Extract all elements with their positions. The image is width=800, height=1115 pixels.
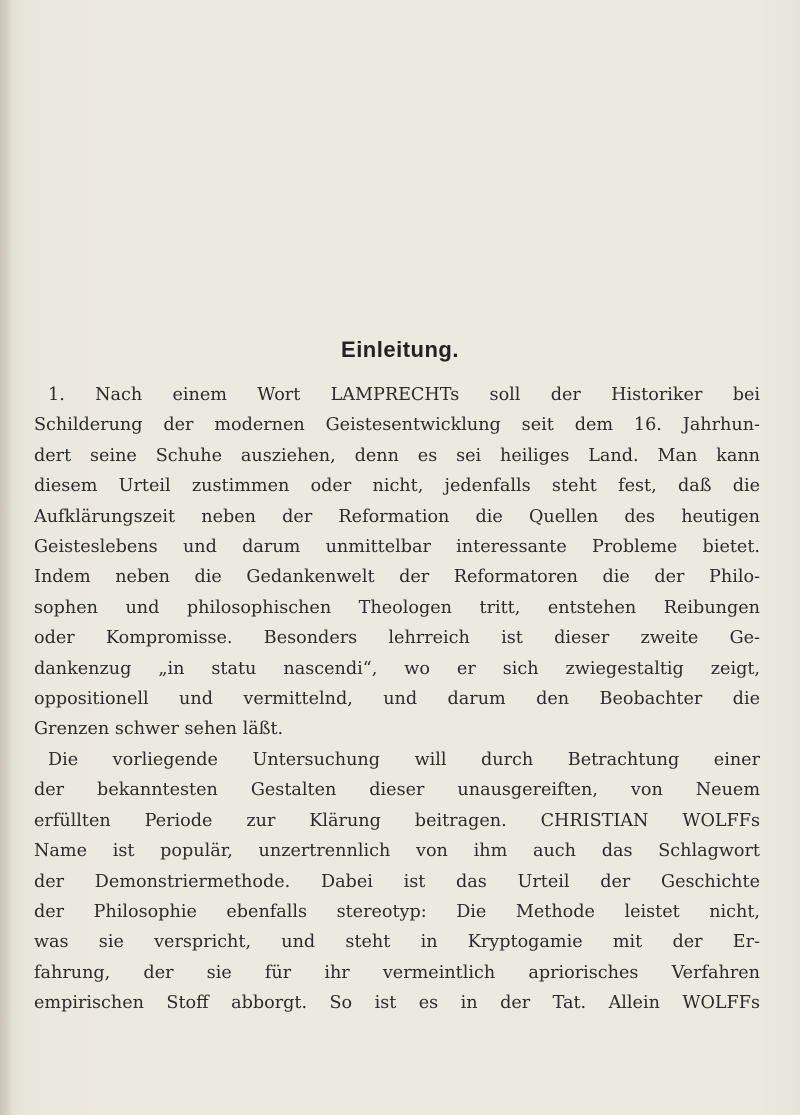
text-line: Indem neben die Gedankenwelt der Reformatoren die der Philo- (34, 567, 760, 588)
text-line: 1. Nach einem Wort LAMPRECHTs soll der Historiker bei (48, 385, 760, 405)
text-line: Schilderung der modernen Geistesentwicklung seit dem 16. Jahrhun- (34, 415, 760, 436)
text-line: diesem Urteil zustimmen oder nicht, jedenfalls steht fest, daß die (34, 476, 760, 497)
text-line: was sie verspricht, und steht in Kryptogamie mit der Er- (34, 932, 760, 953)
text-line: fahrung, der sie für ihr vermeintlich apriorisches Verfahren (34, 962, 760, 983)
text-line: Geisteslebens und darum unmittelbar interessante Probleme bietet. (34, 537, 760, 558)
body-text (34, 380, 760, 1019)
text-line: empirischen Stoff abborgt. So ist es in der Tat. Allein WOLFFs (34, 993, 760, 1014)
text-line: der Philosophie ebenfalls stereotyp: Die Methode leistet nicht, (34, 901, 760, 922)
text-line: Grenzen schwer sehen läßt. (34, 719, 284, 740)
text-line: der bekanntesten Gestalten dieser unausgereiften, von Neuem (34, 780, 760, 801)
text-line: erfüllten Periode zur Klärung beitragen. CHRISTIAN WOLFFs (34, 810, 760, 831)
text-line: oppositionell und vermittelnd, und darum den Beobachter die (34, 689, 760, 710)
text-line: Die vorliegende Untersuchung will durch Betrachtung einer (48, 749, 760, 770)
binding-shadow (0, 0, 12, 1115)
text-line: Name ist populär, unzertrennlich von ihm auch das Schlagwort (34, 841, 760, 862)
text-line: dert seine Schuhe ausziehen, denn es sei heiliges Land. Man kann (34, 445, 760, 466)
text-line: dankenzug „in statu nascendi“, wo er sich zwiegestaltig zeigt, (34, 658, 760, 679)
text-line: oder Kompromisse. Besonders lehrreich ist dieser zweite Ge- (34, 628, 760, 649)
chapter-heading: Einleitung. (341, 337, 459, 362)
text-line: der Demonstriermethode. Dabei ist das Urteil der Geschichte (34, 871, 760, 892)
text-line: sophen und philosophischen Theologen tritt, entstehen Reibungen (34, 597, 760, 618)
text-line: Aufklärungszeit neben der Reformation die Quellen des heutigen (34, 506, 760, 527)
